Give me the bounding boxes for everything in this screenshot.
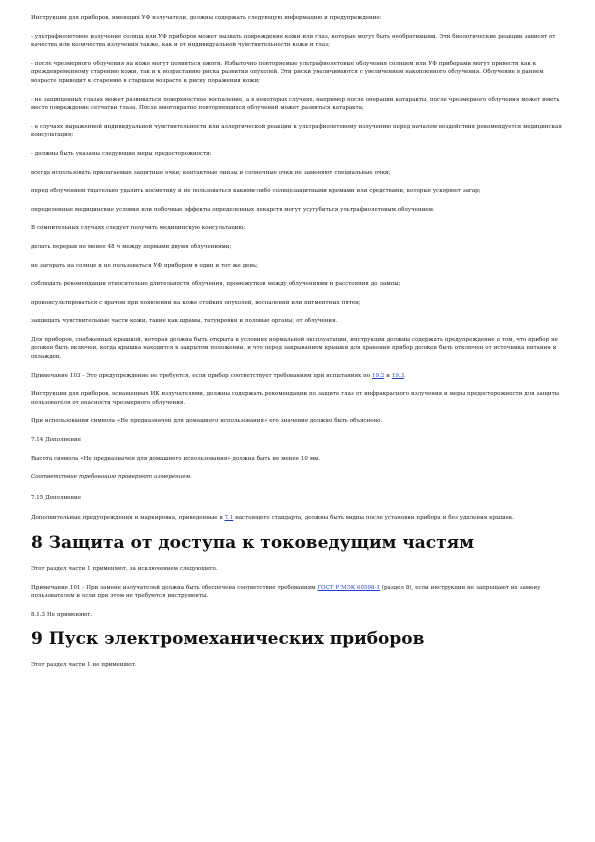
- clause-8-1-3: 8.1.3 Не применяют.: [31, 611, 93, 618]
- note-103-and: и: [384, 372, 392, 379]
- paragraph-consultation: В сомнительных случаях следует получить медицинскую консультацию;: [31, 225, 246, 232]
- paragraph-sensitivity-warning: - в случаях выраженной индивидуальной чувствительности или аллергической реакции к ультрафиолетовому излучению перед началом воздействия рекомендуется медицинская консультация;: [31, 123, 562, 139]
- link-19-2[interactable]: 19.2: [372, 372, 385, 379]
- note-101-end: (раздел 8), если инструкции не запрещают их замену пользователем и если при этом не требуются инструменты.: [31, 584, 541, 600]
- paragraph-additional-warnings: [31, 514, 566, 523]
- paragraph-same-day: не загорать на солнце и не пользоваться УФ прибором в один и тот же день;: [31, 262, 258, 269]
- paragraph-section-9-scope: Этот раздел части 1 не применяют.: [31, 662, 137, 669]
- paragraph-medication: определенные медицинские условия или побочные эффекты определенных лекарств могут усугубиться ультрафиолетовым облучением.: [31, 206, 435, 213]
- additional-warnings-text: Дополнительные предупреждения и маркировка, приведенные в: [31, 515, 225, 522]
- additional-warnings-end: настоящего стандарта, должны быть видны после установки прибора и без удаления крышек.: [233, 515, 515, 522]
- link-7-1[interactable]: 7.1: [224, 515, 234, 522]
- paragraph-burns-warning: - после чрезмерного облучения на коже могут появиться ожоги. Избыточно повторяемые ультрафиолетовые облучения солнцем или УФ приборами могут привести как к преждевременному старению кожи, так и к возрастанию риска развития опухолей. Эти риски увеличиваются с увеличением накопленного облучения. Облучение в раннем возрасте приводит к старению в старшем возрасте к риску поражения кожи;: [31, 60, 544, 84]
- paragraph-note-103: [31, 372, 566, 381]
- note-101-text: Примечание 101 - При замене излучателей должна быть обеспечена соответствие требованиям: [31, 584, 318, 591]
- paragraph-symbol-height: Высота символа «Не предназначен для домашнего использования» должна быть не менее 10 мм.: [31, 455, 321, 462]
- paragraph-compliance-check: Соответствие требованию проверяют измерением.: [31, 474, 192, 481]
- paragraph-duration: соблюдать рекомендации относительно длительности облучения, промежутков между облучениями и расстояния до лампы;: [31, 281, 401, 288]
- clause-7-14: 7.14 Дополнение: [31, 437, 81, 444]
- paragraph-uv-warning: - ультрафиолетовое излучение солнца или УФ приборов может вызвать повреждение кожи или глаз, которые могут быть необратимыми. Эти биологические реакции зависят от качества или количества излучения также, как и от индивидуальной чувствительности кожи и глаз;: [31, 33, 556, 49]
- paragraph-break-48h: делать перерыв не менее 48 ч между первыми двумя облучениями;: [31, 243, 232, 250]
- paragraph-symbol-meaning: При использовании символа «Не предназначен для домашнего использования» его значение должно быть объяснено.: [31, 418, 383, 425]
- section-heading-9: 9 Пуск электромеханических приборов: [31, 629, 425, 650]
- note-103-end: .: [404, 372, 406, 379]
- paragraph-protect-skin: защищать чувствительные части кожи, такие как шрамы, татуировки и половые органы, от облучения.: [31, 318, 338, 325]
- paragraph-intro: Инструкции для приборов, имеющих УФ излучатели, должны содержать следующую информацию и предупреждение:: [31, 15, 382, 21]
- paragraph-precautions-intro: - должны быть указаны следующие меры предосторожности:: [31, 150, 212, 157]
- paragraph-section-8-scope: Этот раздел части 1 применяют, за исключением следующего.: [31, 566, 218, 572]
- paragraph-lid-warning: Для приборов, снабженных крышкой, которая должна быть открыта в условиях нормальной эксплуатации, инструкции должны содержать предупреждение о том, что прибор не должен быть включен, когда крышка находится в закрытом положении, и что перед закрыванием крышки для хранения прибор должен быть отключен от источника питания и охлажден.: [31, 336, 559, 361]
- link-19-3[interactable]: 19.3: [391, 372, 405, 379]
- note-103-text: Примечание 103 - Это предупреждение не требуется, если прибор соответствует требованиям при испытаниях по: [31, 372, 373, 379]
- paragraph-goggles: всегда использовать прилагаемые защитные очки; контактные линзы и солнечные очки не заменяют специальные очки;: [31, 169, 391, 176]
- paragraph-ir-instructions: Инструкции для приборов, оснащенных ИК излучателями, должны содержать рекомендации по защите глаз от инфракрасного излучения и меры предосторожности для защиты пользователя от опасности чрезмерного облучения.: [31, 391, 559, 406]
- paragraph-eyes-warning: - не защищенных глазах может развиваться поверхностное воспаление, а в некоторых случаях, например после операции катаракты, после чрезмерного облучения может иметь место повреждение сетчатки глаза. После многократно повторяющихся облучений может развиться катаракта;: [31, 96, 560, 112]
- paragraph-doctor: проконсультироваться с врачом при появлении на коже стойких опухолей, воспалений или пигментных пятен;: [31, 299, 361, 306]
- clause-7-15: 7.15 Дополнение: [31, 494, 81, 501]
- paragraph-note-101: [31, 584, 566, 601]
- section-heading-8: 8 Защита от доступа к токоведущим частям: [31, 533, 474, 553]
- document-body: [31, 14, 566, 680]
- link-gost-60598[interactable]: ГОСТ Р МЭК 60598-1: [317, 584, 380, 591]
- paragraph-cosmetics: перед облучением тщательно удалить косметику и не пользоваться какими-либо солнцезащитными кремами или средствами, которые ускоряют загар;: [31, 188, 481, 195]
